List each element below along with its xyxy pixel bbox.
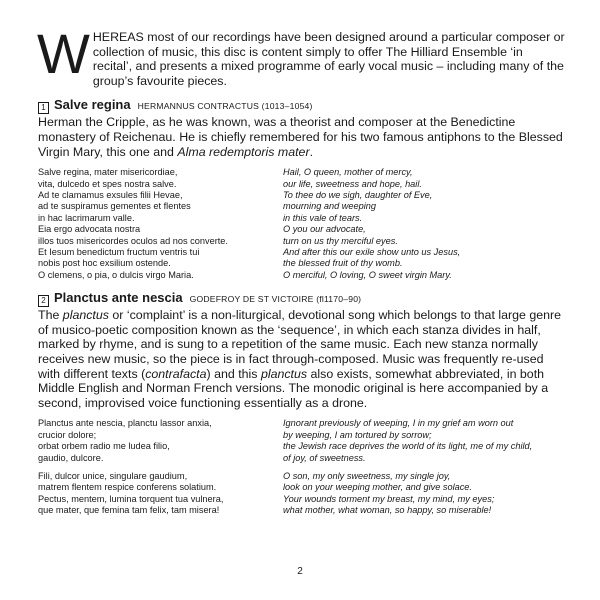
track-1-text — [38, 167, 565, 281]
latin-line: ad te suspiramus gementes et flentes — [38, 201, 191, 212]
english-line: To thee do we sigh, daughter of Eve, — [283, 189, 433, 200]
latin-line: Ad te clamamus exsules filii Hevae, — [38, 189, 183, 200]
latin-line: gaudio, dulcore. — [38, 452, 104, 463]
track-2-heading — [38, 290, 565, 306]
latin-line: crucior dolore; — [38, 429, 97, 440]
english-line: the blessed fruit of thy womb. — [283, 258, 403, 269]
description-text: ) and this — [206, 366, 261, 381]
english-line: Ignorant previously of weeping, I in my grief am worn out — [283, 418, 514, 429]
track-composer: GODEFROY DE ST VICTOIRE (fl1170–90) — [189, 294, 362, 305]
track-1-heading — [38, 97, 565, 113]
latin-line: Planctus ante nescia, planctu lassor anxia, — [38, 418, 212, 429]
latin-column — [38, 418, 283, 516]
description-text: or ‘complaint’ is a non-liturgical, devotional song which belongs to that large genre of musico-poetic composition known as the ‘sequence’, in which each stanza divides in half, marked by rhyme, and is sung to a repetition of the same music. Each new stanza normally receives new music, so the piece is in fact through-composed. Music was frequently re-used with different texts ( — [38, 308, 562, 381]
english-column — [283, 418, 565, 516]
description-italic: planctus — [260, 366, 308, 381]
english-line: Hail, O queen, mother of mercy, — [283, 167, 413, 178]
latin-line: Et Iesum benedictum fructum ventris tui — [38, 247, 200, 257]
intro-lead: HEREAS — [92, 30, 144, 44]
drop-cap: W — [37, 22, 90, 85]
track-2-text — [38, 418, 565, 516]
stanza-divider — [283, 464, 565, 471]
latin-line: illos tuos misericordes oculos ad nos converte. — [38, 235, 228, 246]
english-line: O son, my only sweetness, my single joy, — [283, 471, 451, 481]
latin-line: Salve regina, mater misericordiae, — [38, 167, 178, 178]
latin-line: matrem flentem respice conferens solatium. — [38, 482, 217, 493]
english-line: look on your weeping mother, and give solace. — [283, 482, 472, 493]
latin-line: Eia ergo advocata nostra — [38, 224, 141, 235]
latin-line: que mater, que femina tam felix, tam misera! — [38, 505, 220, 516]
track-title: Planctus ante nescia — [54, 290, 183, 306]
latin-line: in hac lacrimarum valle. — [38, 212, 135, 223]
track-1-description — [38, 115, 565, 159]
stanza-divider — [38, 464, 283, 471]
latin-line: Fili, dulcor unice, singulare gaudium, — [38, 471, 188, 481]
english-column — [283, 167, 565, 281]
latin-line: Pectus, mentem, lumina torquent tua vulnera, — [38, 493, 224, 504]
latin-line: O clemens, o pia, o dulcis virgo Maria. — [38, 269, 194, 280]
latin-line: vita, dulcedo et spes nostra salve. — [38, 178, 177, 189]
english-line: our life, sweetness and hope, hail. — [283, 178, 422, 189]
english-line: the Jewish race deprives the world of its light, me of my child, — [283, 441, 533, 452]
description-italic: Alma redemptoris mater — [177, 144, 310, 159]
english-line: O you our advocate, — [283, 224, 366, 235]
latin-line: nobis post hoc exsilium ostende. — [38, 258, 171, 269]
intro-paragraph — [37, 22, 565, 88]
latin-column — [38, 167, 283, 281]
description-text: The — [38, 308, 63, 323]
english-line: And after this our exile show unto us Jesus, — [283, 247, 461, 257]
latin-line: orbat orbem radio me ludea filio, — [38, 441, 170, 452]
english-line: of joy, of sweetness. — [283, 452, 366, 463]
intro-text: most of our recordings have been designed around a particular composer or collection of music, this disc is content simply to offer The Hilliard Ensemble ‘in recital’, and presents a mixed programme of early vocal music – including many of the group’s favourite pieces. — [92, 30, 565, 88]
english-line: turn on us thy merciful eyes. — [283, 235, 398, 246]
english-line: Your wounds torment my breast, my mind, my eyes; — [283, 493, 495, 504]
track-composer: HERMANNUS CONTRACTUS (1013–1054) — [137, 101, 313, 112]
track-number-box: 1 — [38, 102, 49, 114]
track-number-box: 2 — [38, 295, 49, 307]
track-title: Salve regina — [54, 97, 131, 113]
booklet-page — [37, 22, 565, 517]
english-line: O merciful, O loving, O sweet virgin Mary. — [283, 269, 452, 280]
description-italic: planctus — [62, 308, 109, 323]
track-2-description — [38, 308, 565, 410]
description-text: . — [309, 144, 314, 159]
english-line: by weeping, I am tortured by sorrow; — [283, 429, 432, 440]
english-line: what mother, what woman, so happy, so miserable! — [283, 505, 492, 516]
description-text: Herman the Cripple, as he was known, was a theorist and composer at the Benedictine monastery of Reichenau. He is chiefly remembered for his two famous antiphons to the Blessed Virgin Mary, this one and — [38, 115, 563, 159]
english-line: in this vale of tears. — [283, 212, 363, 223]
english-line: mourning and weeping — [283, 201, 376, 212]
description-italic: contrafacta — [145, 366, 207, 381]
description-text: also exists, somewhat abbreviated, in both Middle English and Norman French versions. The monodic original is here accompanied by a second, improvised voice functioning essentially as a drone. — [38, 366, 549, 410]
page-number: 2 — [297, 566, 303, 577]
